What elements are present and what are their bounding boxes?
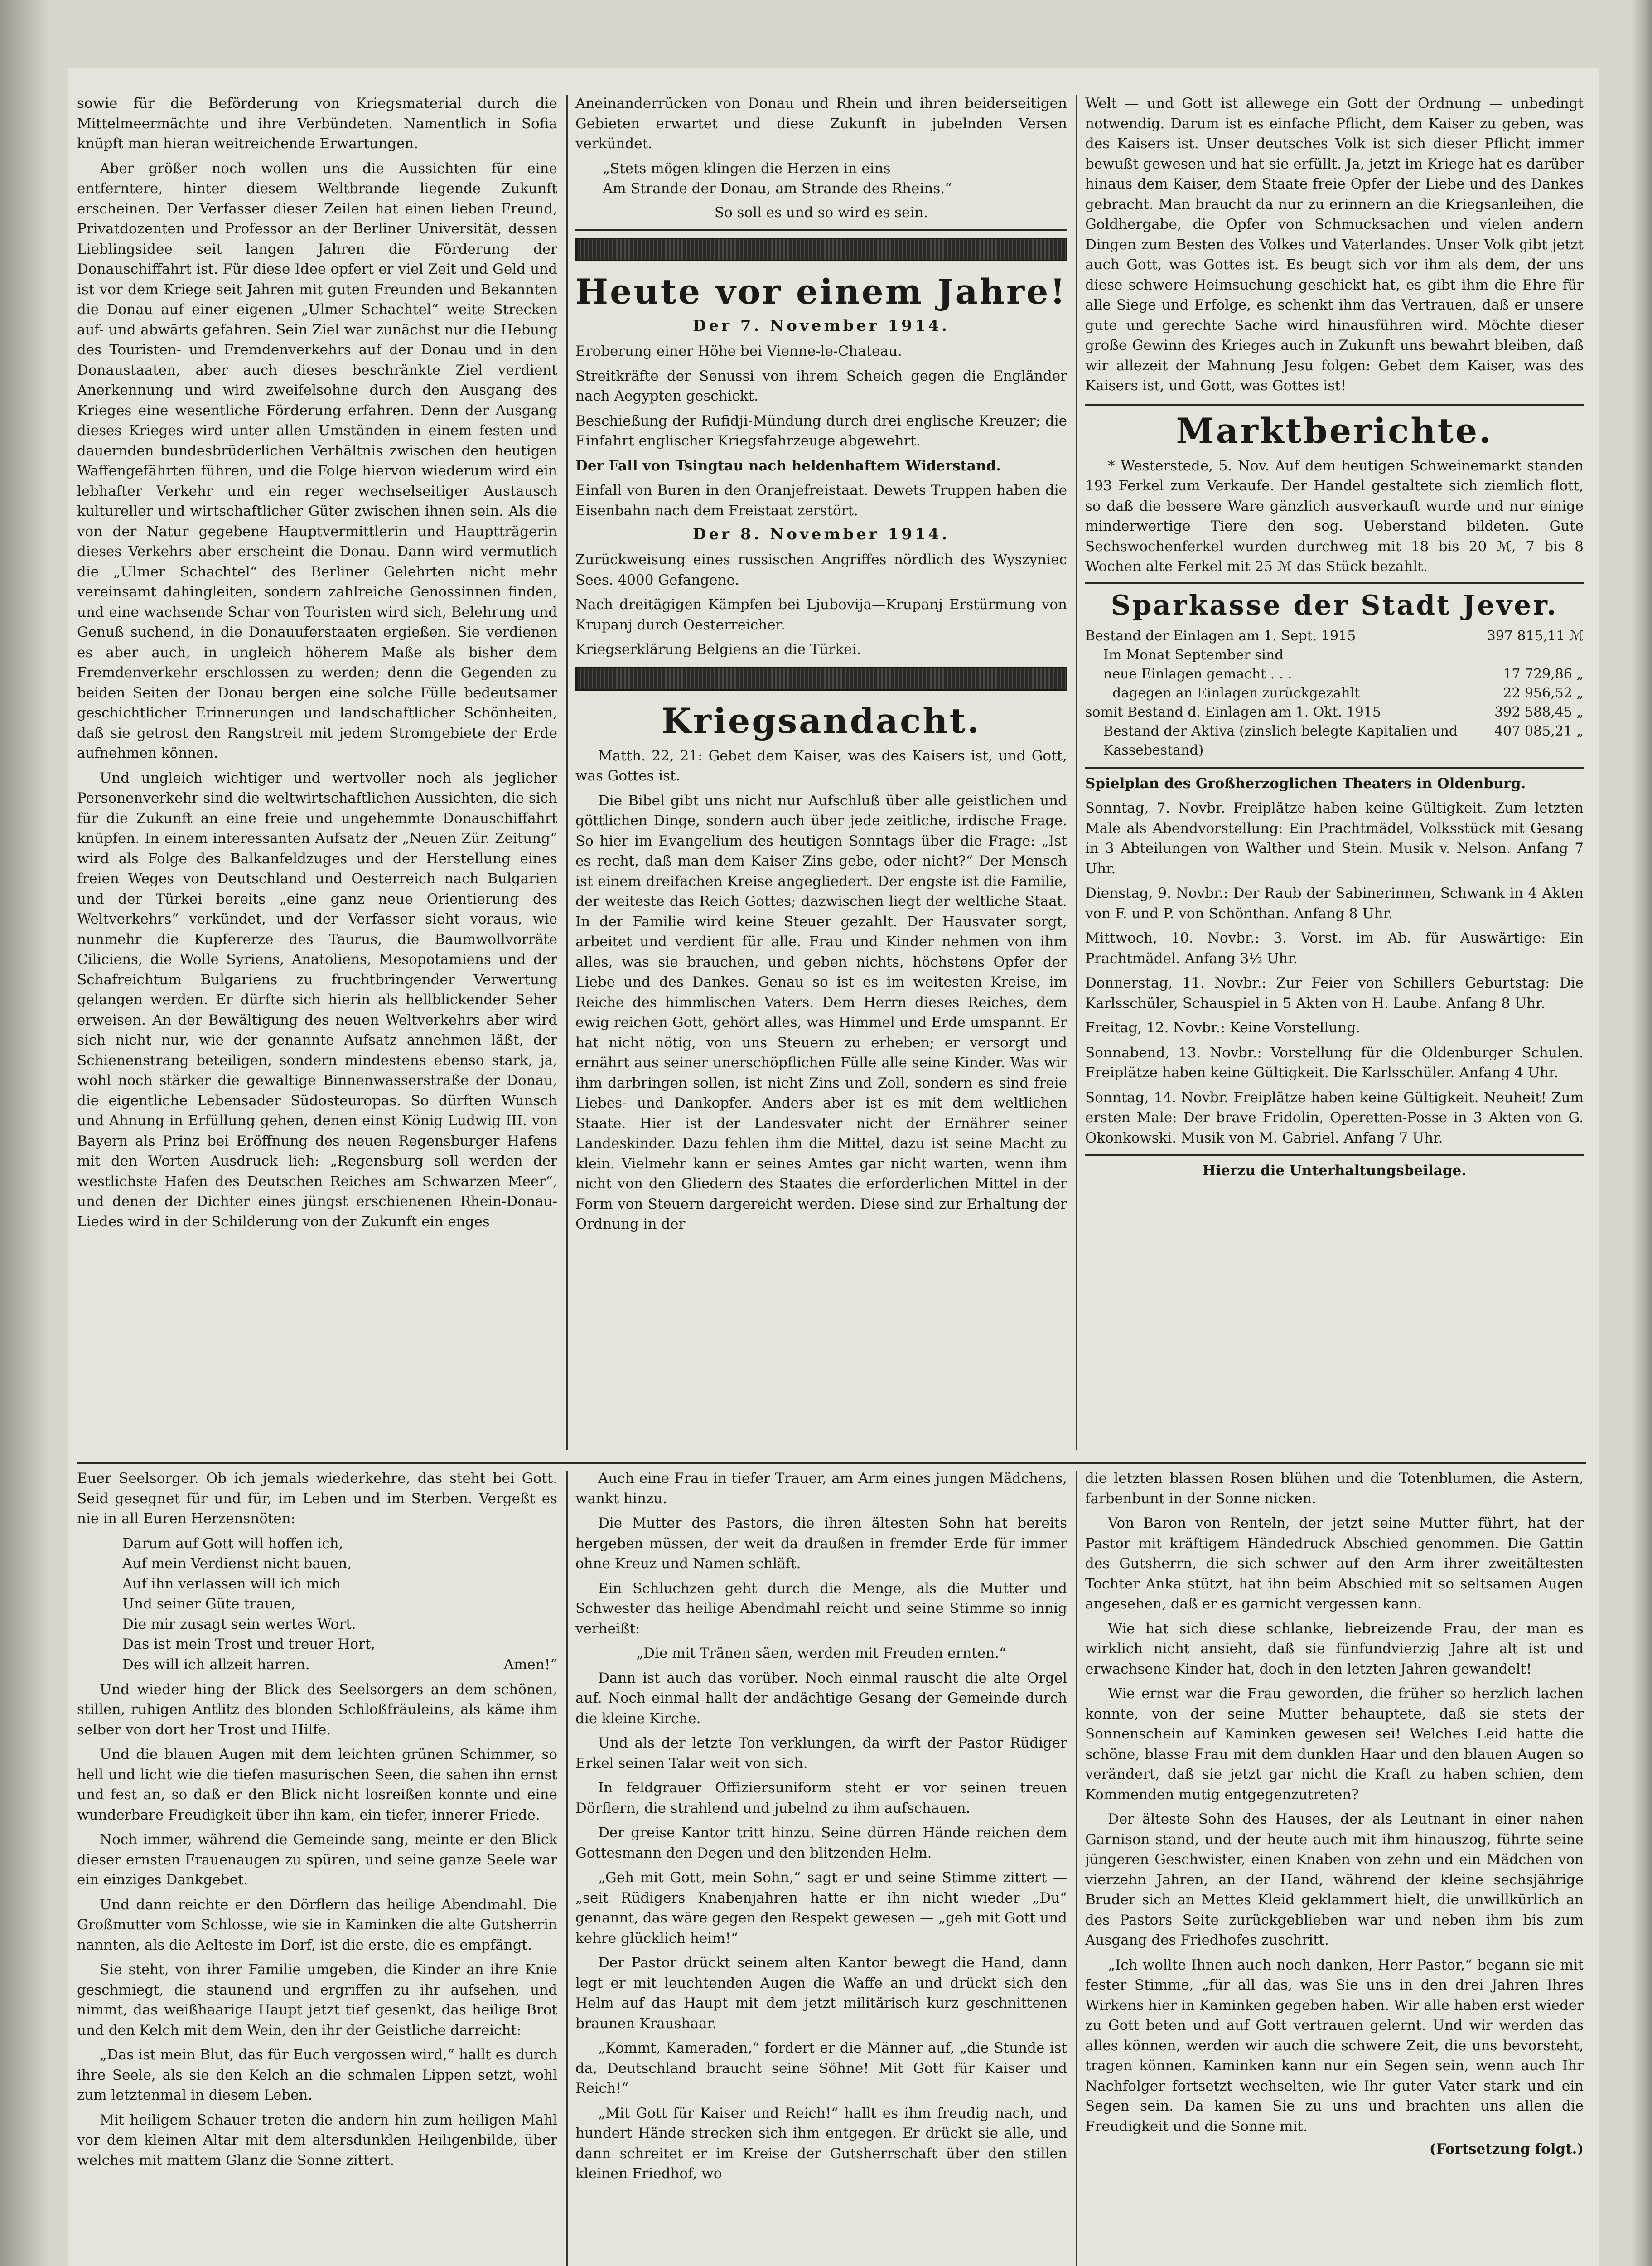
event-item: Der Fall von Tsingtau nach heldenhaftem Widerstand. — [575, 457, 1001, 474]
story-paragraph: Der greise Kantor tritt hinzu. Seine dürren Hände reichen dem Gottesmann den Degen und den blitzenden Helm. — [575, 1825, 1067, 1861]
column-rule — [566, 1471, 568, 2266]
theater-entry: Dienstag, 9. Novbr.: Der Raub der Sabinerinnen, Schwank in 4 Akten von F. und P. von Schönthan. Anfang 8 Uhr. — [1085, 885, 1584, 922]
story-paragraph: Und die blauen Augen mit dem leichten grünen Schimmer, so hell und licht wie die tiefen masurischen Seen, die sahen ihn ernst und fest an, so daß er den Blick nicht losreißen konnte und eine wunderbare Freudigkeit über ihn kam, ein tiefer, innerer Friede. — [77, 1746, 557, 1823]
article-paragraph: Aneinanderrücken von Donau und Rhein und ihren beiderseitigen Gebieten erwartet und diese Zukunft in jubelnden Versen verkündet. — [575, 95, 1067, 152]
table-row: Bestand der Einlagen am 1. Sept. 1915 397 815,11 ℳ — [1085, 628, 1584, 644]
article-paragraph: So soll es und so wird es sein. — [714, 204, 928, 221]
story-paragraph: Noch immer, während die Gemeinde sang, meinte er den Blick dieser ernsten Frauenaugen zu spüren, und seine ganze Seele war ein einziges Dankgebet. — [77, 1831, 557, 1888]
verse-line: Auf mein Verdienst nicht bauen, — [122, 1555, 352, 1572]
decorative-bar — [575, 667, 1067, 691]
verse-line: Die mir zusagt sein wertes Wort. — [122, 1616, 356, 1632]
bottom-column-2 — [575, 1468, 1067, 2266]
story-paragraph: Und wieder hing der Blick des Seelsorgers an dem schönen, stillen, ruhigen Antlitz des blonden Schloßfräuleins, als käme ihm selber von dort her Trost und Hilfe. — [77, 1681, 557, 1738]
story-paragraph: Die Mutter des Pastors, die ihren ältesten Sohn hat bereits hergeben müssen, der weit da draußen in fremder Erde für immer ohne Kreuz und Namen schläft. — [575, 1515, 1067, 1572]
event-item: Nach dreitägigen Kämpfen bei Ljubovija—Krupanj Erstürmung von Krupanj durch Oesterreicher. — [575, 596, 1067, 633]
story-paragraph: „Mit Gott für Kaiser und Reich!“ hallt es ihm freudig nach, und hundert Hände strecken sich ihm entgegen. Er drückt sie alle, und dann schreitet er im Kreise der Gutsherrschaft über den stillen kleinen Friedhof, wo — [575, 2105, 1067, 2182]
amen-line: Amen!“ — [503, 1656, 557, 1673]
rhein-donau-verse — [603, 159, 1067, 199]
story-quote: „Die mit Tränen säen, werden mit Freuden ernten.“ — [636, 1645, 1006, 1661]
story-paragraph: Wie hat sich diese schlanke, liebreizende Frau, der man es wirklich nicht ansieht, daß sie fünfundvierzig Jahre alt ist und erwachsene Kinder hat, doch in den letzten Jahren gewandelt! — [1085, 1620, 1584, 1677]
date-heading: Der 8. November 1914. — [693, 525, 950, 543]
section-rule — [1085, 404, 1584, 406]
table-row: neue Einlagen gemacht . . . 17 729,86 „ — [1103, 666, 1584, 682]
beilage-note: Hierzu die Unterhaltungsbeilage. — [1202, 1162, 1467, 1179]
article-paragraph: Die Bibel gibt uns nicht nur Aufschluß über alle geistlichen und göttlichen Dinge, sondern auch über jede zeitliche, irdische Frage. So hier im Evangelium des heutigen Sonntags über die Frage: „Ist es recht, daß man dem Kaiser Zins gebe, oder nicht?“ Der Mensch ist einem dreifachen Kreise angegliedert. Der engste ist die Familie, der weiteste das Reich Gottes; dazwischen liegt der weltliche Staat. In der Familie wird keine Steuer gezahlt. Der Hausvater sorgt, arbeitet und verdient für alle. Frau und Kinder nehmen von ihm alles, was sie brauchen, und geben nichts, höchstens Opfer der Liebe und des Dankes. Genau so ist es im weitesten Kreise, im Reiche des himmlischen Vaters. Dem Herrn dieses Reiches, dem ewig reichen Gott, gehört alles, was Himmel und Erde umspannt. Er hat nicht nötig, von uns Steuern zu erheben; er versorgt und ernährt aus seiner unerschöpflichen Fülle alle seine Kinder. Was wir ihm darbringen sollen, ist nicht Zins und Zoll, sondern es sind freie Liebes- und Dankopfer. Anders aber ist es mit dem weltlichen Staate. Hier ist der Landesvater nicht der Ernährer seiner Landeskinder. Dazu fehlen ihm die Mittel, dazu ist seine Macht zu klein. Vielmehr kann er seines Amtes gar nicht warten, wenn ihm nicht von den Gliedern des Staates die erforderlichen Mittel in der Form von Steuern dargereicht werden. Diese sind zur Erhaltung der Ordnung in der — [575, 792, 1067, 1232]
story-paragraph: die letzten blassen Rosen blühen und die Totenblumen, die Astern, farbenbunt in der Sonne nicken. — [1085, 1470, 1584, 1507]
story-paragraph: Und dann reichte er den Dörflern das heilige Abendmahl. Die Großmutter vom Schlosse, wie sie in Kaminken die alte Gutsherrin nannten, als die Aelteste im Dorf, ist die erste, die es empfängt. — [77, 1896, 557, 1953]
verse-line: „Stets mögen klingen die Herzen in eins — [603, 160, 891, 177]
story-paragraph: Sie steht, von ihrer Familie umgeben, die Kinder an ihre Knie geschmiegt, die staunend und ergriffen zu ihr aufsehen, und nimmt, das weißhaarige Haupt jetzt tief gesenkt, das heilige Brot und den Kelch mit dem Wein, den ihr der Geistliche darreicht: — [77, 1961, 557, 2038]
verse-line: Das ist mein Trost und treuer Hort, — [122, 1636, 376, 1652]
verse-line: Am Strande der Donau, am Strande des Rheins.“ — [603, 180, 952, 197]
story-paragraph: Wie ernst war die Frau geworden, die früher so herzlich lachen konnte, von der seine Mutter behauptete, daß sie stets der Sonnenschein auf Kaminken gewesen sei! Welches Leid hatte die schöne, blasse Frau mit dem dunklen Haar und den blauen Augen so verändert, daß sie jetzt gar nicht die Kraft zu haben schien, dem Kommenden mutig entgegenzutreten? — [1085, 1685, 1584, 1803]
newspaper-page — [68, 68, 1599, 2266]
section-rule — [575, 229, 1067, 231]
fortsetzung-note: (Fortsetzung folgt.) — [1429, 2141, 1584, 2157]
event-item: Eroberung einer Höhe bei Vienne-le-Chateau. — [575, 343, 902, 359]
story-paragraph: „Ich wollte Ihnen auch noch danken, Herr Pastor,“ begann sie mit fester Stimme, „für all das, was Sie uns in den drei Jahren Ihres Wirkens hier in Kaminken gegeben haben. Wir alle haben erst wieder zu Gott beten und auf Gott vertrauen gelernt. Und wir werden das alles können, werden wir auch die schwere Zeit, die uns bevorsteht, tragen können. Kaminken kann nur ein Segen sein, wenn auch Ihr Nachfolger fortsetzt wechselten, wie Ihr guter Vater stark und ein Segen sein. Da kamen Sie zu uns und brachten uns allen die Freudigkeit und die Sonne mit. — [1085, 1956, 1584, 2135]
scan-left-edge — [0, 0, 50, 2266]
theater-entry: Donnerstag, 11. Novbr.: Zur Feier von Schillers Geburtstag: Die Karlsschüler, Schauspiel in 5 Akten von H. Laube. Anfang 8 Uhr. — [1085, 975, 1584, 1012]
section-rule — [1085, 1154, 1584, 1156]
theater-entry: Sonnabend, 13. Novbr.: Vorstellung für die Oldenburger Schulen. Freiplätze haben keine Gültigkeit. Die Karlsschüler. Anfang 4 Uhr. — [1085, 1044, 1584, 1081]
column-rule — [566, 95, 568, 1450]
article-paragraph: Aber größer noch wollen uns die Aussichten für eine entferntere, hinter diesem Weltbrande liegende Zukunft erscheinen. Der Verfasser dieser Zeilen hat einen lieben Freund, Privatdozenten und Professor an der Berliner Universität, dessen Lieblingsidee seit langen Jahren die Förderung der Donauschiffahrt ist. Für diese Idee opfert er viel Zeit und Geld und ist vor dem Kriege seit Jahren mit guten Freunden und Bekannten die Donau auf einer eigenen „Ulmer Schachtel“ weite Strecken auf- und abwärts gefahren. Sein Ziel war zunächst nur die Hebung des Touristen- und Fremdenverkehrs auf der Donau und in den Donaustaaten, aber auch dieses beschränkte Ziel verdient Anerkennung und wird zweifelsohne durch den Ausgang des Krieges eine wesentliche Förderung erfahren. Denn der Ausgang dieses Krieges wird unter allen Umständen in einem festen und dauernden bundesbrüderlichen Verhältnis zwischen den heutigen Waffengefährten führen, und die Folge hiervon wiederum wird ein lebhafter Verkehr und ein reger wechselseitiger Austausch kultureller und wirtschaftlicher Güter zwischen ihnen sein. Als die von der Natur gegebene Hauptvermittlerin und Hauptträgerin dieses Verkehrs aber erscheint die Donau. Dann wird vermutlich die „Ulmer Schachtel“ des Berliner Gelehrten nicht mehr vereinsamt dahingleiten, sondern zahlreiche Genossinnen finden, und eine wachsende Schar von Touristen wird sich, Belehrung und Genuß suchend, in die Donauuferstaaten ergießen. Sie verdienen es aber auch, in ungleich höherem Maße als bisher dem Fremdenverkehr erschlossen zu werden; denn die Gegenden zu beiden Seiten der Donau bergen eine solche Fülle bedeutsamer geschichtlicher Erinnerungen und landschaftlicher Schönheiten, daß sie getrost den Rangstreit mit jedem Stromgebiete der Erde aufnehmen können. — [77, 160, 557, 761]
story-paragraph: Dann ist auch das vorüber. Noch einmal rauscht die alte Orgel auf. Noch einmal hallt der andächtige Gesang der Gemeinde durch die kleine Kirche. — [575, 1670, 1067, 1727]
bible-verse: Matth. 22, 21: Gebet dem Kaiser, was des Kaisers ist, und Gott, was Gottes ist. — [575, 747, 1067, 784]
andacht-heading: Kriegsandacht. — [661, 700, 981, 741]
story-paragraph: Von Baron von Renteln, der jetzt seine Mutter führt, hat der Pastor mit kräftigem Händedruck Abschied genommen. Die Gattin des Gutsherrn, die sich schwer auf den Arm ihrer zweitältesten Tochter Anka stützt, hat ihn beim Abschied mit so seltsamen Augen angesehen, daß er es garnicht vergessen kann. — [1085, 1515, 1584, 1612]
theater-entry: Sonntag, 14. Novbr. Freiplätze haben keine Gültigkeit. Neuheit! Zum ersten Male: Der brave Fridolin, Operetten-Posse in 3 Akten von G. Okonkowski. Musik von M. Gabriel. Anfang 7 Uhr. — [1085, 1089, 1584, 1146]
column-rule — [1076, 95, 1077, 1450]
table-row: somit Bestand d. Einlagen am 1. Okt. 1915 392 588,45 „ — [1085, 704, 1584, 720]
top-column-2 — [575, 93, 1067, 1453]
event-item: Streitkräfte der Senussi von ihrem Scheich gegen die Engländer nach Aegypten geschickt. — [575, 368, 1067, 404]
story-paragraph: „Kommt, Kameraden,“ fordert er die Männer auf, „die Stunde ist da, Deutschland braucht seine Söhne! Mit Gott für Kaiser und Reich!“ — [575, 2040, 1067, 2097]
story-paragraph: Mit heiligem Schauer treten die andern hin zum heiligen Mahl vor dem kleinen Altar mit dem altersdunklen Heiligenbilde, über welches mit mattem Glanz die Sonne zittert. — [77, 2111, 557, 2169]
verse-line: Darum auf Gott will hoffen ich, — [122, 1535, 343, 1552]
article-paragraph: Welt — und Gott ist allewege ein Gott der Ordnung — unbedingt notwendig. Darum ist es einfache Pflicht, dem Kaiser zu geben, was des Kaisers ist. Unser deutsches Volk ist sich dieser Pflicht immer bewußt gewesen und hat sie erfüllt. Ja, jetzt im Kriege hat es darüber hinaus dem Kaiser, dem Staate freie Opfer der Liebe und des Dankes gebracht. Man braucht da nur zu erinnern an die Kriegsanleihen, die Goldhergabe, die Opfer von Schmucksachen und vielen andern Dingen zum Besten des Volkes und Vaterlandes. Unser Volk gibt jetzt auch Gott, was Gottes ist. Es beugt sich vor ihm als dem, der uns diese schwere Heimsuchung geschickt hat, es gibt ihm die Ehre für alle Siege und Erfolge, es schenkt ihm das Vertrauen, daß er unsere gute und gerechte Sache wird hinausführen wird. Möchte dieser große Gewinn des Krieges auch in Zukunft uns bewahrt bleiben, daß wir allezeit der Mahnung Jesu folgen: Gebet dem Kaiser, was des Kaisers ist, und Gott, was Gottes ist! — [1085, 95, 1584, 394]
table-row: dagegen an Einlagen zurückgezahlt 22 956,52 „ — [1112, 685, 1584, 701]
story-paragraph: Und als der letzte Ton verklungen, da wirft der Pastor Rüdiger Erkel seinen Talar weit von sich. — [575, 1735, 1067, 1772]
theater-entry: Mittwoch, 10. Novbr.: 3. Vorst. im Ab. für Auswärtige: Ein Prachtmädel. Anfang 3½ Uhr. — [1085, 930, 1584, 967]
verse-line: Des will ich allzeit harren. — [122, 1656, 310, 1673]
story-paragraph: Euer Seelsorger. Ob ich jemals wiederkehre, das steht bei Gott. Seid gesegnet für und für, im Leben und im Sterben. Vergeßt es nie in all Euren Herzensnöten: — [77, 1470, 557, 1527]
article-paragraph: sowie für die Beförderung von Kriegsmaterial durch die Mittelmeermächte und ihre Verbündeten. Namentlich in Sofia knüpft man hieran weitreichende Erwartungen. — [77, 95, 557, 152]
story-paragraph: Ein Schluchzen geht durch die Menge, als die Mutter und Schwester das heilige Abendmahl reicht und seine Stimme so innig verheißt: — [575, 1580, 1067, 1637]
top-column-1 — [77, 93, 557, 1453]
story-paragraph: Der Pastor drückt seinem alten Kantor bewegt die Hand, dann legt er mit leuchtenden Augen die Waffe an und drückt sich den Helm auf das Haupt mit dem jetzt militärisch kurz geschnittenen braunen Kraushaar. — [575, 1955, 1067, 2032]
event-item: Einfall von Buren in den Oranjefreistaat. Dewets Truppen haben die Eisenbahn nach dem Freistaat zerstört. — [575, 482, 1067, 519]
section-rule — [1085, 582, 1584, 584]
theater-heading: Spielplan des Großherzoglichen Theaters in Oldenburg. — [1085, 775, 1526, 792]
sparkasse-table — [1085, 627, 1584, 760]
table-row: Bestand der Aktiva (zinslich belegte Kapitalien und Kassebestand) 407 085,21 „ — [1103, 723, 1584, 758]
event-item: Beschießung der Rufidji-Mündung durch drei englische Kreuzer; die Einfahrt englischer Kriegsfahrzeuge abgewehrt. — [575, 412, 1067, 449]
bottom-column-1 — [77, 1468, 557, 2266]
theater-entry: Freitag, 12. Novbr.: Keine Vorstellung. — [1085, 1020, 1360, 1036]
story-paragraph: „Geh mit Gott, mein Sohn,“ sagt er und seine Stimme zittert — „seit Rüdigers Knabenjahren hatte er ihn nicht wieder „Du“ genannt, das wäre gegen den Respekt gewesen — „geh mit Gott und kehre glücklich heim!“ — [575, 1869, 1067, 1946]
heute-heading: Heute vor einem Jahre! — [575, 271, 1067, 312]
article-paragraph: Und ungleich wichtiger und wertvoller noch als jeglicher Personenverkehr sind die weltwirtschaftlichen Aussichten, die sich für die Zukunft an eine freie und ungehemmte Donauschiffahrt knüpfen. In einem interessanten Aufsatz der „Neuen Zür. Zeitung“ wird als Folge des Balkanfeldzuges und der Herstellung eines freien Weges von Deutschland und Oesterreich nach Bulgarien und der Türkei bereits „eine ganz neue Orientierung des Weltverkehrs“ verkündet, und der Verfasser sieht voraus, wie nunmehr die Kupfererze des Taurus, die Baumwollvorräte Ciliciens, die Wolle Syriens, Anatoliens, Mesopotamiens und der Schafreichtum Bulgariens zu fruchtbringender Verwertung gelangen werden. Er dürfte sich hierin als hellblickender Seher erweisen. An der Bewältigung des neuen Weltverkehrs aber wird sich nicht nur, wie der genannte Aufsatz annehmen läßt, der Schienenstrang beteiligen, sondern mindestens ebenso stark, ja, wohl noch stärker die gewaltige Binnenwasserstraße der Donau, die eigentliche Lebensader Südosteuropas. So dürften Wunsch und Ahnung in Erfüllung gehen, denen einst König Ludwig III. von Bayern als Prinz bei Eröffnung des neuen Regensburger Hafens mit den Worten Ausdruck lieh: „Regensburg soll werden der westlichste Hafen des Deutschen Reiches am Schwarzen Meer“, und denen der Dichter eines jüngst erschienenen Rhein-Donau-Liedes wird in der Schilderung von der Zukunft ein enges — [77, 770, 557, 1230]
story-paragraph: In feldgrauer Offiziersuniform steht er vor seinen treuen Dörflern, die strahlend und jubelnd zu ihm aufschauen. — [575, 1780, 1067, 1816]
bottom-column-3 — [1085, 1468, 1584, 2266]
markt-heading: Marktberichte. — [1176, 410, 1493, 451]
column-rule — [1076, 1471, 1077, 2266]
theater-entry: Sonntag, 7. Novbr. Freiplätze haben keine Gültigkeit. Zum letzten Male als Abendvorstellung: Ein Prachtmädel, Volksstück mit Gesang in 3 Abteilungen von Walther und Stein. Musik v. Nelson. Anfang 7 Uhr. — [1085, 800, 1584, 877]
section-rule — [1085, 767, 1584, 769]
scan-right-edge — [1631, 0, 1652, 2266]
event-item: Kriegserklärung Belgiens an die Türkei. — [575, 641, 861, 658]
sparkasse-heading: Sparkasse der Stadt Jever. — [1111, 589, 1558, 621]
verse-line: Und seiner Güte trauen, — [122, 1596, 296, 1612]
decorative-bar — [575, 238, 1067, 261]
story-paragraph: „Das ist mein Blut, das für Euch vergossen wird,“ hallt es durch ihre Seele, als sie den Kelch an die schmalen Lippen setzt, wohl zum letztenmal in diesem Leben. — [77, 2047, 557, 2103]
event-item: Zurückweisung eines russischen Angriffes nördlich des Wyszyniec Sees. 4000 Gefangene. — [575, 552, 1067, 588]
story-paragraph: Auch eine Frau in tiefer Trauer, am Arm eines jungen Mädchens, wankt hinzu. — [575, 1470, 1067, 1507]
market-report: * Westerstede, 5. Nov. Auf dem heutigen Schweinemarkt standen 193 Ferkel zum Verkaufe. Der Handel gestaltete sich ziemlich flott, so daß die bessere Ware gänzlich ausverkauft wurde und nur einige minderwertige Tiere den sog. Ueberstand bildeten. Gute Sechswochenferkel wurden durchweg mit 18 bis 20 ℳ, 7 bis 8 Wochen alte Ferkel mit 25 ℳ das Stück bezahlt. — [1085, 457, 1584, 575]
verse-line: Auf ihn verlassen will ich mich — [122, 1575, 341, 1592]
feuilleton-rule — [77, 1462, 1586, 1464]
story-paragraph: Der älteste Sohn des Hauses, der als Leutnant in einer nahen Garnison stand, und der heute auch mit ihm hinauszog, führte seine jüngeren Geschwister, einen Knaben von zehn und ein Mädchen von vierzehn Jahren, an der Hand, während der kleine sechsjährige Bruder sich an Mettes Kleid geklammert hielt, die unwillkürlich an des Pastors Seite zurückgeblieben war und neben ihm bis zum Ausgang des Friedhofes zuschritt. — [1085, 1811, 1584, 1948]
top-column-3 — [1085, 93, 1584, 1453]
hymn-verse — [122, 1534, 557, 1675]
date-heading: Der 7. November 1914. — [693, 317, 950, 335]
table-row: Im Monat September sind — [1103, 647, 1284, 663]
